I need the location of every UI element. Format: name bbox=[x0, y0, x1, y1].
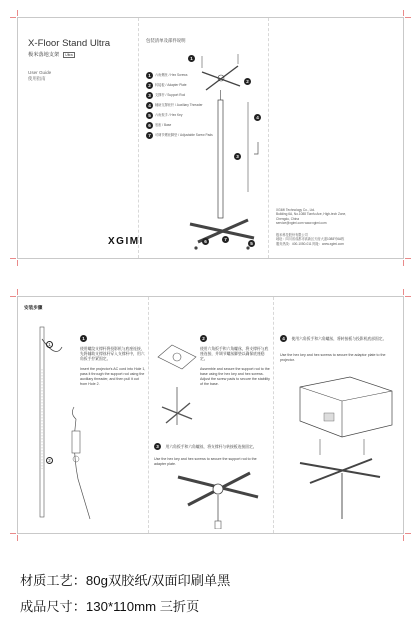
step2-block bbox=[200, 327, 270, 387]
company-info bbox=[276, 208, 346, 226]
callout-1: 1 bbox=[188, 55, 195, 62]
step1-cn: 使用螺纹支撑杆将投影机与底座连接，先将辅助支撑丝杆穿入支撑杆中，用六角扳手拧紧固定。 bbox=[80, 347, 145, 362]
fold-line-1 bbox=[148, 297, 149, 533]
trim-mark bbox=[403, 289, 404, 295]
trim-mark bbox=[17, 10, 18, 16]
trim-mark bbox=[10, 533, 16, 534]
callout-3: 3 bbox=[234, 153, 241, 160]
trim-mark bbox=[403, 535, 404, 541]
install-heading: 安装步骤 bbox=[24, 305, 43, 310]
trim-mark bbox=[405, 258, 411, 259]
step3-number: 3 bbox=[154, 443, 161, 450]
step4-en: Use the hex key and hex screws to secure the adaptor plate to the projector. bbox=[280, 353, 386, 362]
trim-mark bbox=[405, 296, 411, 297]
company-cn-line: 极米科技股份有限公司 bbox=[276, 233, 308, 237]
parts-num: 1 bbox=[146, 72, 153, 79]
callout-5: 5 bbox=[248, 240, 255, 247]
brand-logo: XGIMI bbox=[108, 236, 144, 247]
spec-material: 材质工艺：80g双胶纸/双面印刷单黑 bbox=[20, 573, 231, 588]
trim-mark bbox=[10, 258, 16, 259]
parts-label: 底座 / Base bbox=[155, 123, 172, 128]
parts-num: 7 bbox=[146, 132, 153, 139]
step4-block bbox=[280, 327, 398, 363]
step3-adapter-illustration bbox=[168, 465, 268, 529]
step2-number: 2 bbox=[200, 335, 207, 342]
stand-exploded-diagram bbox=[178, 42, 266, 254]
company-line: XGIMI Technology Co., Ltd. bbox=[276, 208, 315, 212]
parts-label: 支撑杆 / Support Rod bbox=[155, 93, 186, 98]
parts-list-item bbox=[146, 92, 185, 99]
parts-list-item bbox=[146, 102, 203, 109]
trim-mark bbox=[17, 260, 18, 266]
parts-list-item bbox=[146, 72, 187, 79]
trim-mark bbox=[10, 296, 16, 297]
trim-mark bbox=[10, 17, 16, 18]
parts-heading: 包装清单及部件说明 bbox=[146, 38, 186, 43]
parts-list-item bbox=[146, 82, 187, 89]
company-cn-line: 服务热线：400-1050-011 网址：www.xgimi.com bbox=[276, 241, 344, 246]
trim-mark bbox=[17, 289, 18, 295]
cover-user-guide-cn: 使用指南 bbox=[28, 76, 46, 81]
company-info-cn bbox=[276, 233, 344, 246]
fold-line-1 bbox=[138, 18, 139, 258]
step1-block bbox=[80, 327, 146, 387]
step1-hole-marker: 2 bbox=[46, 457, 53, 464]
trim-mark bbox=[403, 10, 404, 16]
trim-mark bbox=[405, 533, 411, 534]
cover-subtitle-cn: 极米落地支架 bbox=[28, 52, 60, 58]
parts-list-item bbox=[146, 122, 171, 129]
step4-number: 4 bbox=[280, 335, 287, 342]
trim-mark bbox=[405, 17, 411, 18]
step3-en: Use the hex key and hex screws to secure the support rod to the adapter plate. bbox=[154, 457, 257, 466]
step2-base-illustration bbox=[152, 327, 202, 427]
cover-title: X-Floor Stand Ultra bbox=[28, 38, 111, 49]
callout-7: 7 bbox=[222, 236, 229, 243]
trim-mark bbox=[403, 260, 404, 266]
callout-4: 4 bbox=[254, 114, 261, 121]
step4-cn: 使用六角扳手和六角螺丝，将转接板与投影机底部固定。 bbox=[291, 337, 387, 341]
trim-mark bbox=[17, 535, 18, 541]
parts-num: 4 bbox=[146, 102, 153, 109]
company-line: Building 6A, No.1088 Tianfu Ave, High-tech Zone, bbox=[276, 212, 347, 217]
company-cn-line: 地址：四川省成都市高新区天府大道1088号6A栋 bbox=[276, 237, 345, 242]
parts-label: 转接板 / Adapter Plate bbox=[155, 83, 187, 88]
cover-user-guide: User Guide bbox=[28, 70, 52, 75]
parts-label: 可调节螺丝脚垫 / Adjustable Screw Pads bbox=[155, 133, 213, 138]
parts-label: 六角扳手 / Hex Key bbox=[155, 113, 183, 118]
parts-list-item bbox=[146, 132, 213, 139]
parts-label: 辅助支撑丝杆 / Auxiliary Threader bbox=[155, 103, 203, 108]
step2-cn: 使用六角扳手和六角螺丝，将支撑杆与底座连接，并调节螺丝脚垫以确保底座稳定。 bbox=[200, 347, 269, 362]
fold-line-2 bbox=[273, 297, 274, 533]
parts-num: 2 bbox=[146, 82, 153, 89]
company-line: service@xgimi.com www.xgimi.com bbox=[276, 221, 327, 226]
cover-subtitle-tag: Ultra bbox=[63, 52, 76, 58]
step1-number: 1 bbox=[80, 335, 87, 342]
callout-6: 6 bbox=[202, 238, 209, 245]
step1-en: Insert the projector's AC cord into Hole 1, pass it through the support rod using the auxiliary threader, and then pull it out from Hole 2. bbox=[80, 366, 146, 386]
step2-en: Assemble and secure the support rod to the base using the hex key and hex screws. Adjust the screw pads to secure the stability of the base. bbox=[200, 366, 270, 386]
company-line: Chengdu, China bbox=[276, 216, 300, 221]
step1-hole-marker: 1 bbox=[46, 341, 53, 348]
cover-subtitle bbox=[28, 51, 75, 58]
callout-2: 2 bbox=[244, 78, 251, 85]
step4-projector-illustration bbox=[280, 373, 398, 523]
parts-num: 5 bbox=[146, 112, 153, 119]
step3-cn: 用六角扳手和六角螺丝，将支撑杆与转接板连接固定。 bbox=[165, 445, 257, 449]
parts-num: 6 bbox=[146, 122, 153, 129]
parts-list-item bbox=[146, 112, 182, 119]
step3-block bbox=[154, 435, 266, 467]
cover-sheet bbox=[17, 17, 404, 259]
install-sheet bbox=[17, 296, 404, 534]
parts-label: 六角螺丝 / Hex Screws bbox=[155, 73, 188, 78]
spec-size: 成品尺寸：130*110mm 三折页 bbox=[20, 599, 200, 614]
fold-line-2 bbox=[268, 18, 269, 258]
parts-num: 3 bbox=[146, 92, 153, 99]
